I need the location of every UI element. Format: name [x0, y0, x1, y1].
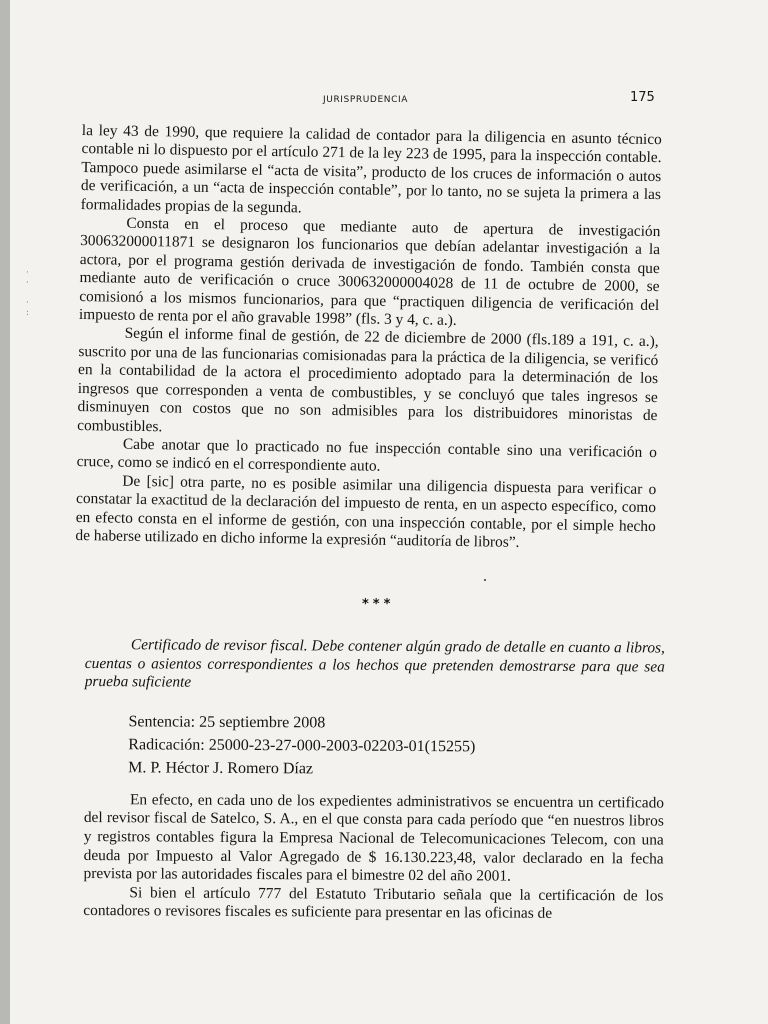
magistrado-ponente: M. P. Héctor J. Romero Díaz: [128, 759, 314, 778]
paragraph-5: De [sic] otra parte, no es posible asimilar una diligencia dispuesta para verificar o constatar la exactitud de la declaración del impuesto de renta, en un aspecto específico, como en efecto consta en el informe de gestión, con una inspección contable, por el simple hecho de haberse utilizado en dicho informe la expresión “auditoría de libros”.: [75, 472, 657, 551]
paragraph-1: la ley 43 de 1990, que requiere la calidad de contador para la diligencia en asunto técnico contable ni lo dispuesto por el artículo 271 de la ley 223 de 1995, para la inspección contable. Tampoco puede asimilarse el “acta de visita”, producto de los cruces de información o autos de verificación, a un “acta de inspección contable”, por lo tanto, no se sujeta la primera a las formalidades propias de la segunda.: [80, 122, 662, 217]
section-paragraph-1: En efecto, en cada uno de los expedientes administrativos se encuentra un certificado del revisor fiscal de Satelco, S. A., en el que consta para cada período que “en nuestros libros y registros contables figura la Empresa Nacional de Telecomunicaciones Telecom, con una deuda por Impuesto al Valor Agregado de $ 16.130.223,48, valor declarado en la fecha prevista por las autoridades fiscales para el bimestre 02 del año 2001.: [83, 791, 665, 885]
paragraph-3: Según el informe final de gestión, de 22 de diciembre de 2000 (fls.189 a 191, c. a.), suscrito por una de las funcionarias comisionadas para la práctica de la diligencia, se verificó en la contabilidad de la actora el procedimiento adoptado para la determinación de los ingresos que corresponden a venta de combustibles, y se concluyó que tales ingresos se disminuyen con costos que no son admisibles para los distribuidores minoristas de combustibles.: [77, 325, 659, 435]
book-page: [10, 0, 768, 1024]
radicacion-number: Radicación: 25000-23-27-000-2003-02203-01(15255): [128, 736, 476, 756]
running-head: JURISPRUDENCIA: [323, 95, 408, 105]
case-metadata: [84, 710, 664, 783]
paragraph-2: Consta en el proceso que mediante auto de apertura de investigación 300632000011871 se designaron los funcionarios que debían adelantar investigación a la actora, por el programa gestión derivada de investigación de fondo. También consta que mediante auto de verificación o cruce 300632000004028 de 11 de octubre de 2000, se comisionó a los mismos funcionarios, para que “practiquen diligencia de verificación del impuesto de renta por el año gravable 1998” (fls. 3 y 4, c. a.).: [78, 214, 661, 329]
section-paragraph-2: Si bien el artículo 777 del Estatuto Tributario señala que la certificación de los contadores o revisores fiscales es suficiente para presentar en las oficinas de: [83, 884, 664, 923]
book-spine-shadow: [0, 0, 10, 1024]
section-text: [83, 636, 665, 924]
page-number: 175: [630, 90, 655, 105]
section-summary: Certificado de revisor fiscal. Debe contener algún grado de detalle en cuanto a libros, cuentas o asientos correspondientes a los hechos que pretenden demostrarse para que sea prueba suficiente: [84, 636, 665, 691]
sentencia-date: Sentencia: 25 septiembre 2008: [128, 713, 326, 732]
paragraph-4: Cabe anotar que lo practicado no fue inspección contable sino una verificación o cruce, como se indicó en el correspondiente auto.: [76, 435, 658, 476]
section-separator: ***: [362, 597, 395, 612]
ink-dot: [484, 579, 486, 581]
margin-marks: · · · :: [26, 268, 30, 318]
body-text: [75, 122, 662, 554]
